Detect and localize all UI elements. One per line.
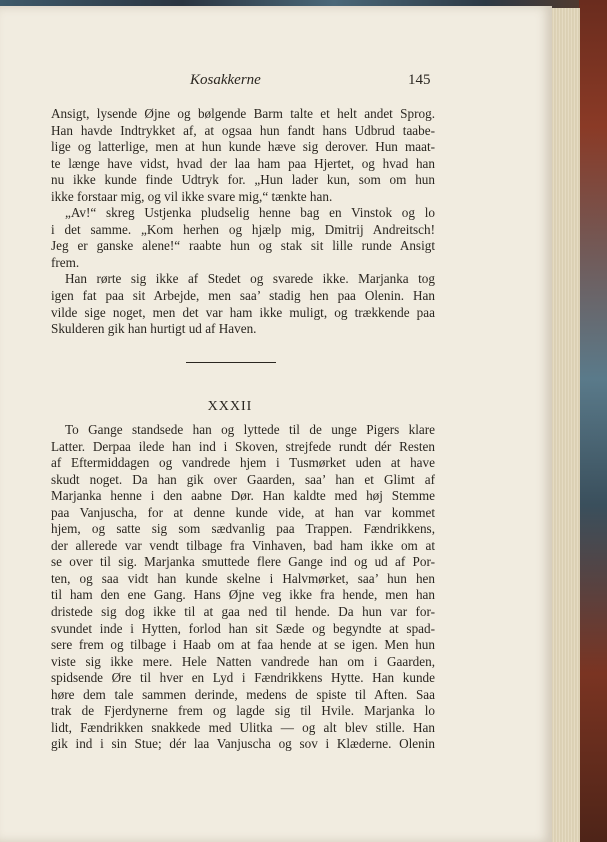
text-line: „Av!“ skreg Ustjenka pludselig henne bag en Vinstok og lo [65,205,435,221]
chapter-heading: XXXII [207,399,253,414]
text-line: til ham den ene Gang. Hans Øjne veg ikke fra hende, men han [51,587,435,603]
running-head [0,72,552,94]
text-line: Han rørte sig ikke af Stedet og svarede ikke. Marjanka tog [65,271,435,287]
text-line: Skulderen gik han hurtigt ud af Haven. [51,321,257,337]
book-page [0,6,552,842]
text-line: frem. [51,254,80,270]
text-line: ten, og saa vidt han kunde skelne i Halvmørket, saa’ hun hen [51,570,435,586]
text-line: Han havde Indtrykket af, at ogsaa hun fandt hans Udbrud taabe- [51,122,435,138]
text-line: lige og latterlige, men at hun kunde hæve sig derover. Hun maat- [51,139,435,155]
paragraph-block-1 [51,106,435,338]
text-line: Ansigt, lysende Øjne og bølgende Barm talte et helt andet Sprog. [51,106,435,121]
text-line: gik ind i sin Stue; dér laa Vanjuscha og sov i Klæderne. Olenin [51,736,435,752]
page-number: 145 [408,72,431,88]
text-line: se over til sig. Marjanka smuttede flere Gange ind og ud af Por- [51,554,435,570]
text-line: te længe have vidst, hvad der laa ham paa Hjertet, og hvad han [51,155,435,171]
text-line: sere frem og tilbage i Haab om at faa hende at se igen. Men hun [51,637,435,653]
book-cover-spine-edge [579,0,607,842]
text-line: Latter. Derpaa ilede han ind i Skoven, strejfede rundt dér Resten [51,438,435,454]
text-line: hjem, og satte sig som sædvanlig paa Trappen. Fændrikkens, [51,521,435,537]
text-line: vilde sige noget, men det var ham ikke muligt, og trækkende paa [51,304,435,320]
text-line: Jeg er ganske alene!“ raabte hun og stak sit lille runde Ansigt [51,238,435,254]
text-line: Marjanka henne i den aabne Dør. Han kaldte med høj Stemme [51,488,435,504]
text-line: dristede sig dog ikke til at gaa ned til hende. Da hun var for- [51,604,435,620]
text-line: der allerede var vendt tilbage fra Vinhaven, bad ham ikke om at [51,537,435,553]
text-line: paa Vanjuscha, for at denne kunde vide, at han var kommet [51,504,435,520]
text-line: viste sig ikke mere. Hele Natten vandrede han om i Gaarden, [51,653,435,669]
text-line: svundet inde i Hytten, forlod han sit Sæde og begyndte at spad- [51,620,435,636]
paragraph-block-2 [51,422,435,753]
running-head-title: Kosakkerne [190,72,261,88]
text-line: spidsende Øre til hver en Lyd i Fændrikkens Hytte. Han kunde [51,670,435,686]
text-line: af Eftermiddagen og vandrede hjem i Tusmørket uden at have [51,455,435,471]
text-line: igen fat paa sit Arbejde, men saa’ stadig hen paa Olenin. Han [51,288,435,304]
text-line: trak de Fjerdynerne frem og lagde sig til Hvile. Marjanka lo [51,703,435,719]
text-line: i det samme. „Kom herhen og hjælp mig, Dmitrij Andreitsch! [51,221,435,237]
text-line: To Gange standsede han og lyttede til de unge Pigers klare [65,422,435,437]
text-line: nu ikke kunde finde Udtryk for. „Hun lader kun, som om hun [51,172,435,188]
text-line: ikke forstaar mig, og vil ikke svare mig,“ tænkte han. [51,188,333,204]
section-divider [186,362,276,363]
text-line: høre dem tale sammen derinde, medens de spiste til Aften. Saa [51,686,435,702]
text-line: skudt noget. Da han gik over Gaarden, saa’ han et Glimt af [51,471,435,487]
text-line: lidt, Fændrikken snakkede med Ulitka — og alt blev stille. Han [51,719,435,735]
